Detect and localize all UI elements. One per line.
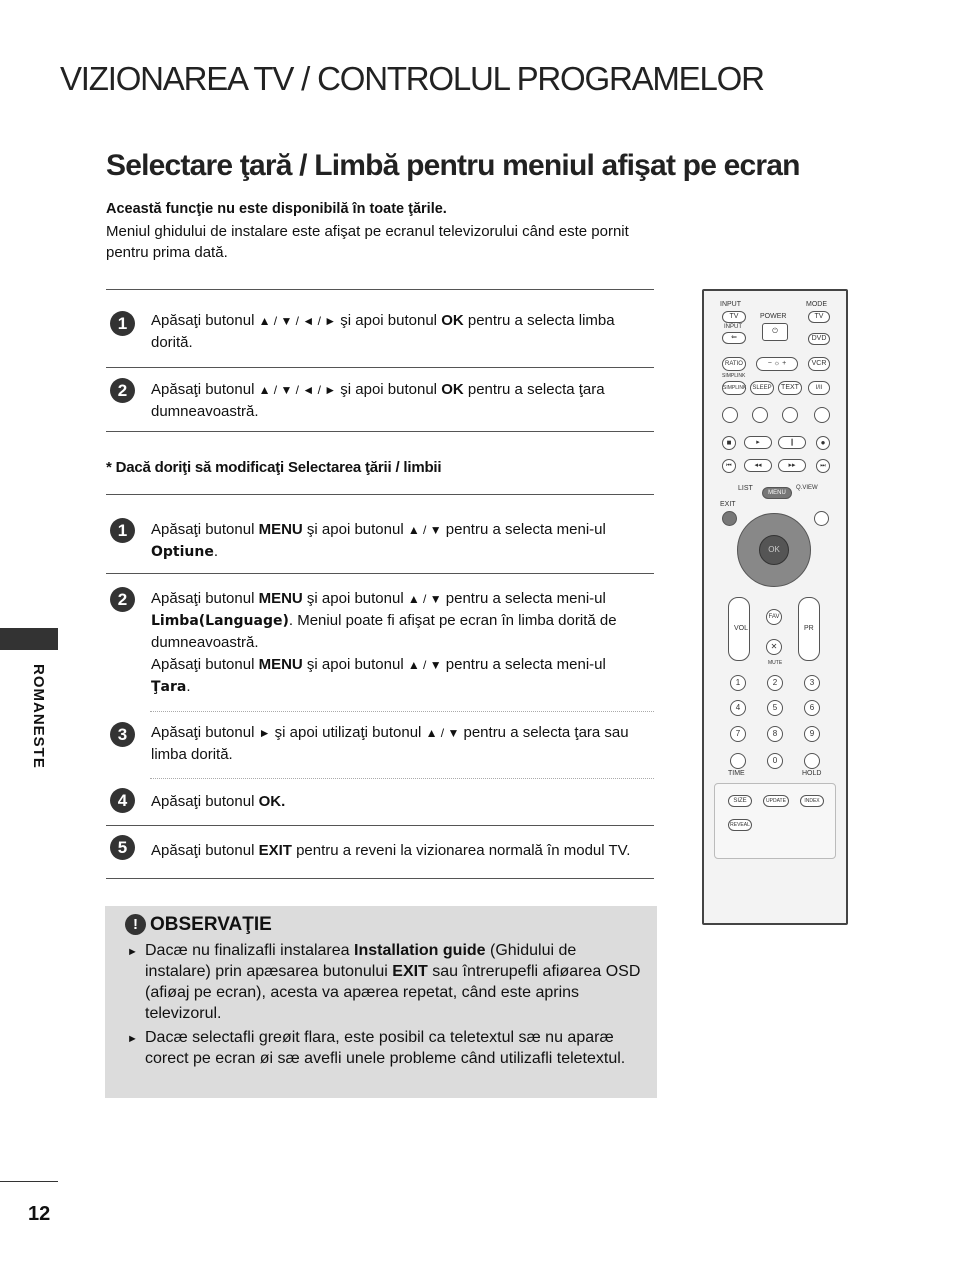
- remote-simplink-button: SIMPLINK: [722, 381, 746, 395]
- fast-forward-icon: ▸▸: [778, 459, 806, 472]
- availability-note: Această funcţie nu este disponibilă în toate ţările.: [106, 201, 447, 217]
- remote-size-button: SIZE: [728, 795, 752, 807]
- remote-digit-button: 0: [767, 753, 783, 769]
- remote-digit-button: 5: [767, 700, 783, 716]
- remote-reveal-button: REVEAL: [728, 819, 752, 831]
- note-item: ► Dacæ selectafli greøit flara, este posibil ca teletextul sæ nu aparæ corect pe ecran øi sæ avefli unele probleme când utilizafli teletextul.: [127, 1029, 626, 1067]
- remote-dvd-button: DVD: [808, 333, 830, 345]
- remote-index-button: INDEX: [800, 795, 824, 807]
- remote-ok-button: OK: [759, 535, 789, 565]
- skip-forward-icon: ⏭: [816, 459, 830, 473]
- remote-vcr-button: VCR: [808, 357, 830, 371]
- step-text: Apăsaţi butonul MENU şi apoi butonul ▲ / ▼ pentru a selecta meni-ul Ţara.: [151, 656, 606, 695]
- page-rule: [0, 1181, 58, 1182]
- remote-label: EXIT: [720, 501, 736, 508]
- remote-digit-button: 9: [804, 726, 820, 742]
- change-subtitle: * Dacă doriţi să modificaţi Selectarea ţării / limbii: [106, 459, 442, 476]
- record-icon: ●: [816, 436, 830, 450]
- page-number: 12: [28, 1203, 51, 1225]
- star-icon: [814, 511, 829, 526]
- remote-digit-button: 6: [804, 700, 820, 716]
- divider: [106, 494, 654, 495]
- page-header-title: VIZIONAREA TV / CONTROLUL PROGRAMELOR: [60, 60, 764, 97]
- section-title: Selectare ţară / Limbă pentru meniul afişat pe ecran: [106, 149, 800, 182]
- remote-mode-tv-button: TV: [808, 311, 830, 323]
- step-text: Apăsaţi butonul OK.: [151, 793, 286, 810]
- remote-color-button: [722, 407, 738, 423]
- remote-digit-button: 3: [804, 675, 820, 691]
- step-text: Apăsaţi butonul EXIT pentru a reveni la vizionarea normală în modul TV.: [151, 842, 631, 859]
- remote-color-button: [782, 407, 798, 423]
- step-number: 5: [110, 835, 135, 860]
- play-icon: ▸: [744, 436, 772, 449]
- remote-digit-button: 2: [767, 675, 783, 691]
- remote-label: INPUT: [724, 324, 742, 330]
- remote-label: INPUT: [720, 301, 741, 308]
- power-icon: ⏻: [762, 323, 788, 341]
- stop-icon: ■: [722, 436, 736, 450]
- remote-update-button: UPDATE: [763, 795, 789, 807]
- remote-digit-button: 4: [730, 700, 746, 716]
- remote-digit-button: 1: [730, 675, 746, 691]
- remote-label: MODE: [806, 301, 827, 308]
- step-number: 2: [110, 587, 135, 612]
- divider: [106, 573, 654, 574]
- remote-i-ii-button: I/II: [808, 381, 830, 395]
- remote-label: VOL: [734, 625, 749, 632]
- remote-label: Q.VIEW: [796, 485, 818, 491]
- step-number: 1: [110, 518, 135, 543]
- remote-label: TIME: [728, 770, 745, 777]
- remote-menu-button: MENU: [762, 487, 792, 499]
- remote-control-illustration: [702, 289, 848, 925]
- teletext-time-icon: [730, 753, 746, 769]
- divider: [106, 431, 654, 432]
- step-text: Apăsaţi butonul ▲ / ▼ / ◄ / ► şi apoi butonul OK pentru a selecta limba dorită.: [151, 312, 615, 351]
- language-tab: [0, 628, 58, 650]
- remote-label: POWER: [760, 313, 787, 320]
- step-text: Apăsaţi butonul MENU şi apoi butonul ▲ / ▼ pentru a selecta meni-ul Limba(Language). Meniul poate fi afişat pe ecran în limba dorită de dumneavoastră.: [151, 590, 617, 651]
- note-item: ► Dacæ nu finalizafli instalarea Installation guide (Ghidului de instalare) prin apæsarea butonului EXIT sau întrerupefli afiøarea OSD (afiøaj pe ecran), acesta va apærea repetat, când este aprins televizorul.: [127, 942, 641, 1022]
- bullet-arrow-icon: ►: [127, 946, 138, 958]
- remote-label: LIST: [738, 485, 753, 492]
- pause-icon: ❙: [778, 436, 806, 449]
- remote-color-button: [814, 407, 830, 423]
- skip-back-icon: ⏮: [722, 459, 736, 473]
- remote-tv-input-button: TV: [722, 311, 746, 323]
- remote-label: PR: [804, 625, 814, 632]
- remote-digit-button: 7: [730, 726, 746, 742]
- simplink-logo: SIMPLINK: [722, 373, 746, 379]
- step-number: 2: [110, 378, 135, 403]
- bullet-arrow-icon: ►: [127, 1033, 138, 1045]
- remote-text-button: TEXT: [778, 381, 802, 395]
- remote-exit-button: [722, 511, 737, 526]
- step-text: Apăsaţi butonul ► şi apoi utilizaţi butonul ▲ / ▼ pentru a selecta ţara sau limba dorită.: [151, 724, 629, 763]
- teletext-hold-icon: [804, 753, 820, 769]
- step-number: 4: [110, 788, 135, 813]
- remote-fav-button: FAV: [766, 609, 782, 625]
- intro-text: Meniul ghidului de instalare este afişat pe ecranul televizorului când este pornit pentru prima dată.: [106, 223, 629, 261]
- remote-color-button: [752, 407, 768, 423]
- observation-title: OBSERVAŢIE: [150, 914, 272, 935]
- divider: [106, 878, 654, 879]
- rewind-icon: ◂◂: [744, 459, 772, 472]
- divider: [106, 825, 654, 826]
- divider: [150, 711, 654, 712]
- divider: [150, 778, 654, 779]
- remote-input-button: ⇐: [722, 332, 746, 344]
- remote-ratio-button: RATIO: [722, 357, 746, 371]
- step-text: Apăsaţi butonul ▲ / ▼ / ◄ / ► şi apoi butonul OK pentru a selecta ţara dumneavoastră.: [151, 381, 605, 420]
- remote-label: HOLD: [802, 770, 822, 777]
- step-number: 1: [110, 311, 135, 336]
- language-label: ROMANESTE: [30, 664, 47, 769]
- exclamation-icon: !: [125, 914, 146, 935]
- brightness-icon: − ☼ +: [756, 357, 798, 371]
- mute-icon: ✕: [766, 639, 782, 655]
- step-number: 3: [110, 722, 135, 747]
- observation-box: [105, 906, 657, 1098]
- divider: [106, 289, 654, 290]
- remote-label: MUTE: [768, 660, 783, 666]
- remote-sleep-button: SLEEP: [750, 381, 774, 395]
- divider: [106, 367, 654, 368]
- step-text: Apăsaţi butonul MENU şi apoi butonul ▲ / ▼ pentru a selecta meni-ul Optiune.: [151, 521, 606, 560]
- remote-digit-button: 8: [767, 726, 783, 742]
